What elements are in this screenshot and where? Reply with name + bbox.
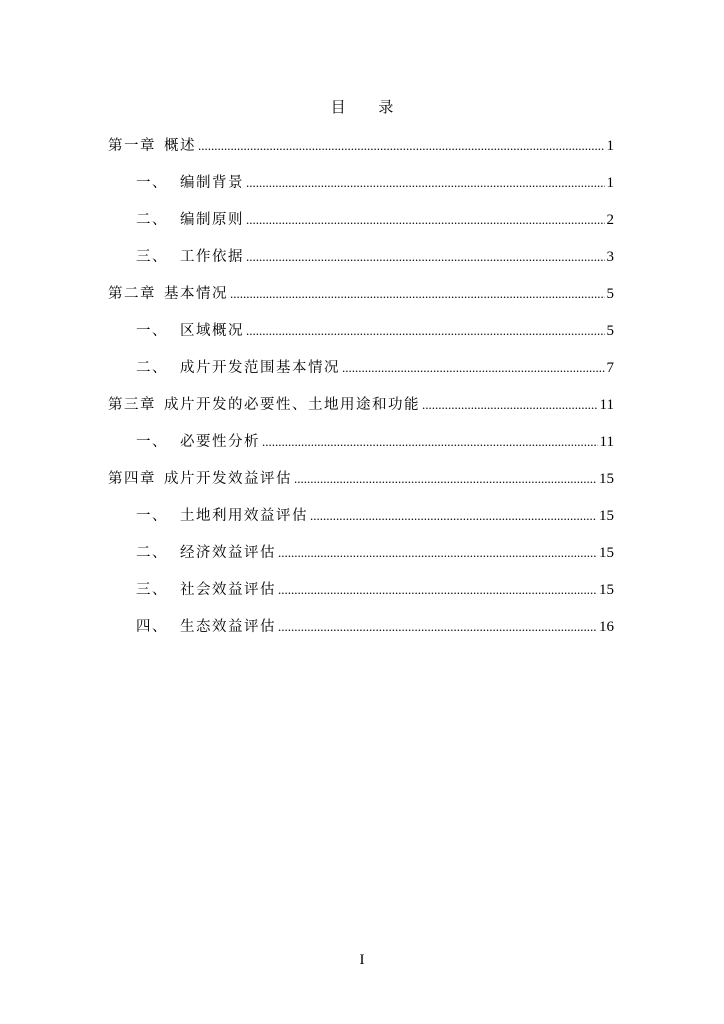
entry-number: 第二章 <box>108 286 156 302</box>
entry-text: 成片开发效益评估 <box>164 471 292 487</box>
entry-text: 成片开发的必要性、土地用途和功能 <box>164 397 420 413</box>
toc-entry-chapter-4[interactable] <box>108 469 614 506</box>
entry-label <box>136 247 244 267</box>
entry-text: 编制背景 <box>180 175 244 191</box>
toc-entry-section-4-3[interactable] <box>108 580 614 617</box>
dot-leader <box>246 210 605 230</box>
entry-number: 一、 <box>136 508 168 524</box>
dot-leader <box>342 358 605 378</box>
entry-label <box>108 395 420 415</box>
entry-page: 16 <box>599 619 614 635</box>
dot-leader <box>294 469 597 489</box>
entry-page: 3 <box>606 249 614 265</box>
entry-number: 二、 <box>136 360 168 376</box>
dot-leader <box>262 432 598 452</box>
entry-number: 二、 <box>136 212 168 228</box>
toc-entry-section-2-2[interactable] <box>108 358 614 395</box>
toc-entry-section-1-3[interactable] <box>108 247 614 284</box>
entry-number: 一、 <box>136 434 168 450</box>
entry-text: 必要性分析 <box>180 434 260 450</box>
toc-entry-chapter-1[interactable] <box>108 136 614 173</box>
entry-page: 5 <box>606 286 614 302</box>
entry-label <box>136 321 244 341</box>
entry-label <box>136 173 244 193</box>
dot-leader <box>198 136 605 156</box>
toc-entry-section-4-2[interactable] <box>108 543 614 580</box>
entry-page: 1 <box>606 175 614 191</box>
entry-number: 一、 <box>136 175 168 191</box>
entry-text: 区域概况 <box>180 323 244 339</box>
dot-leader <box>422 395 598 415</box>
entry-page: 15 <box>599 471 614 487</box>
dot-leader <box>278 580 597 600</box>
entry-label <box>136 580 276 600</box>
dot-leader <box>278 543 597 563</box>
entry-label <box>136 617 276 637</box>
dot-leader <box>246 173 605 193</box>
entry-label <box>136 358 340 378</box>
entry-text: 土地利用效益评估 <box>180 508 308 524</box>
entry-label <box>136 432 260 452</box>
entry-text: 经济效益评估 <box>180 545 276 561</box>
entry-text: 概述 <box>164 138 196 154</box>
toc-entry-chapter-2[interactable] <box>108 284 614 321</box>
entry-text: 成片开发范围基本情况 <box>180 360 340 376</box>
toc-entry-section-2-1[interactable] <box>108 321 614 358</box>
dot-leader <box>278 617 597 637</box>
entry-label <box>136 506 308 526</box>
toc-entry-section-1-2[interactable] <box>108 210 614 247</box>
toc-entry-section-1-1[interactable] <box>108 173 614 210</box>
entry-text: 社会效益评估 <box>180 582 276 598</box>
dot-leader <box>246 321 605 341</box>
entry-page: 1 <box>606 138 614 154</box>
dot-leader <box>246 247 605 267</box>
toc-list <box>108 136 614 654</box>
toc-title: 目 录 <box>330 98 408 116</box>
entry-number: 三、 <box>136 249 168 265</box>
dot-leader <box>230 284 605 304</box>
entry-page: 2 <box>606 212 614 228</box>
entry-number: 三、 <box>136 582 168 598</box>
entry-number: 四、 <box>136 619 168 635</box>
entry-page: 7 <box>606 360 614 376</box>
toc-entry-section-4-4[interactable] <box>108 617 614 654</box>
entry-page: 15 <box>599 545 614 561</box>
toc-entry-section-4-1[interactable] <box>108 506 614 543</box>
entry-label <box>108 136 196 156</box>
entry-label <box>136 543 276 563</box>
entry-label <box>108 284 228 304</box>
entry-number: 二、 <box>136 545 168 561</box>
toc-entry-section-3-1[interactable] <box>108 432 614 469</box>
dot-leader <box>310 506 597 526</box>
page-number: I <box>359 952 365 968</box>
entry-page: 5 <box>606 323 614 339</box>
entry-page: 11 <box>599 434 614 450</box>
entry-text: 基本情况 <box>164 286 228 302</box>
entry-text: 编制原则 <box>180 212 244 228</box>
entry-page: 15 <box>599 508 614 524</box>
entry-number: 第四章 <box>108 471 156 487</box>
entry-text: 生态效益评估 <box>180 619 276 635</box>
toc-entry-chapter-3[interactable] <box>108 395 614 432</box>
entry-text: 工作依据 <box>180 249 244 265</box>
entry-label <box>108 469 292 489</box>
entry-number: 第三章 <box>108 397 156 413</box>
entry-page: 15 <box>599 582 614 598</box>
entry-page: 11 <box>599 397 614 413</box>
entry-number: 第一章 <box>108 138 156 154</box>
entry-label <box>136 210 244 230</box>
entry-number: 一、 <box>136 323 168 339</box>
